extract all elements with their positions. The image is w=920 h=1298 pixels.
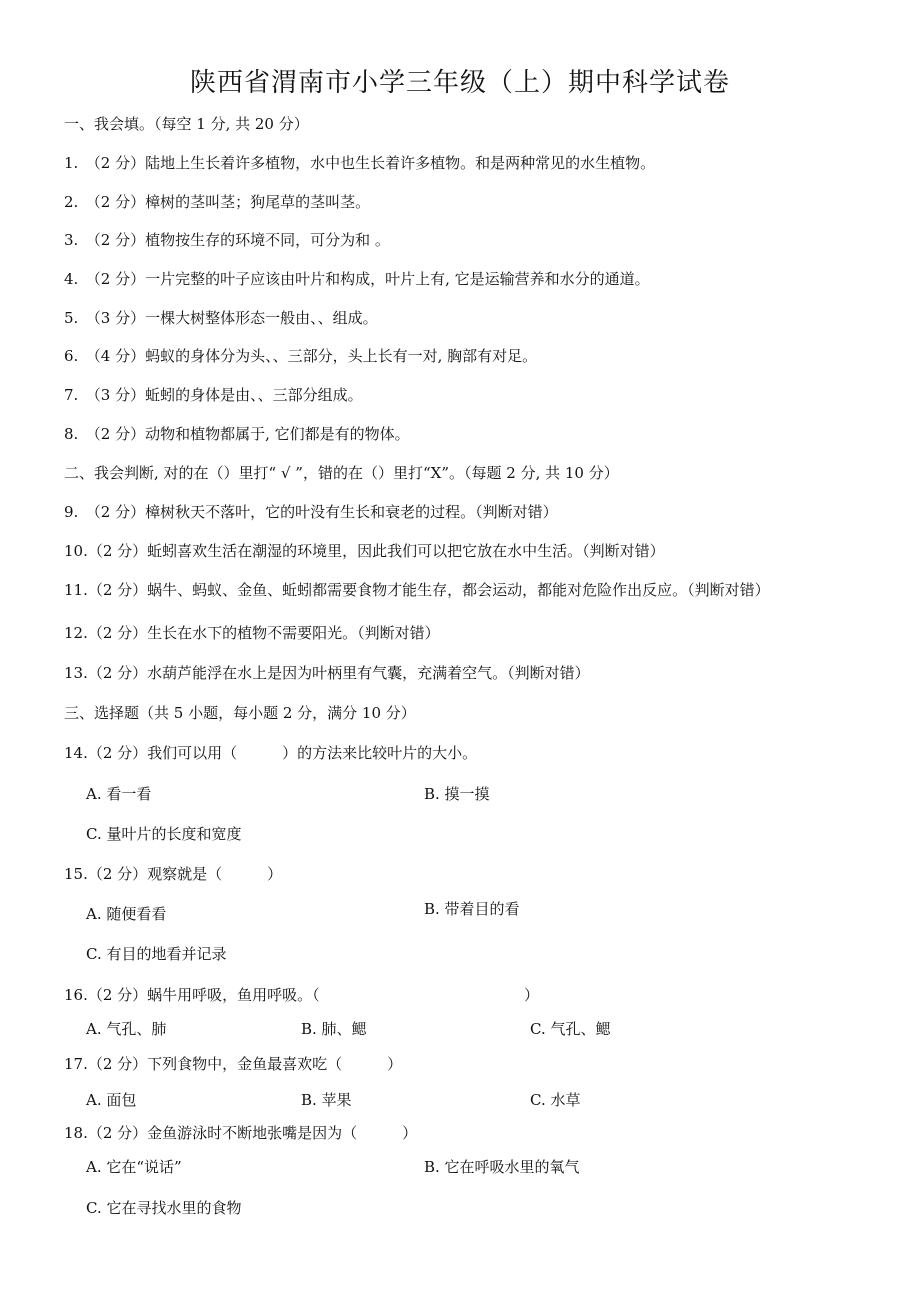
- question-13: 13.（2 分）水葫芦能浮在水上是因为叶柄里有气囊，充满着空气。（判断对错）: [64, 664, 590, 682]
- question-17-stem: 17.（2 分）下列食物中，金鱼最喜欢吃（ ）: [64, 1055, 403, 1073]
- section1-heading: 一、我会填。（每空 1 分, 共 20 分）: [64, 115, 309, 133]
- question-18-option-a[interactable]: A. 它在“说话”: [86, 1158, 182, 1176]
- question-15-option-c[interactable]: C. 有目的地看并记录: [86, 945, 227, 963]
- question-2: 2. （2 分）樟树的茎叫茎；狗尾草的茎叫茎。: [64, 193, 371, 211]
- question-17-option-b[interactable]: B. 苹果: [301, 1091, 352, 1109]
- question-15-stem: 15.（2 分）观察就是（ ）: [64, 865, 283, 883]
- question-7: 7. （3 分）蚯蚓的身体是由、、三部分组成。: [64, 386, 363, 404]
- question-8: 8. （2 分）动物和植物都属于, 它们都是有的物体。: [64, 425, 410, 443]
- section3-heading: 三、选择题（共 5 小题，每小题 2 分，满分 10 分）: [64, 704, 416, 722]
- question-14-stem: 14.（2 分）我们可以用（ ）的方法来比较叶片的大小。: [64, 744, 478, 762]
- question-14-option-c[interactable]: C. 量叶片的长度和宽度: [86, 825, 242, 843]
- question-3: 3. （2 分）植物按生存的环境不同，可分为和 。: [64, 231, 390, 249]
- question-15-option-a[interactable]: A. 随便看看: [86, 905, 167, 923]
- question-16-stem: 16.（2 分）蜗牛用呼吸，鱼用呼吸。（: [64, 986, 320, 1004]
- question-16-option-b[interactable]: B. 肺、鳃: [301, 1020, 367, 1038]
- question-11: 11.（2 分）蜗牛、蚂蚁、金鱼、蚯蚓都需要食物才能生存，都会运动，都能对危险作出反应。（判断对错）: [64, 581, 770, 599]
- question-18-option-c[interactable]: C. 它在寻找水里的食物: [86, 1199, 242, 1217]
- question-17-option-c[interactable]: C. 水草: [530, 1091, 581, 1109]
- question-1: 1. （2 分）陆地上生长着许多植物，水中也生长着许多植物。和是两种常见的水生植物。: [64, 154, 656, 172]
- question-16-option-c[interactable]: C. 气孔、鳃: [530, 1020, 611, 1038]
- question-5: 5. （3 分）一棵大树整体形态一般由、、组成。: [64, 309, 378, 327]
- page-title: 陕西省渭南市小学三年级（上）期中科学试卷: [189, 68, 730, 98]
- question-6: 6. （4 分）蚂蚁的身体分为头、、三部分，头上长有一对, 胸部有对足。: [64, 347, 538, 365]
- question-17-option-a[interactable]: A. 面包: [86, 1091, 137, 1109]
- question-10: 10.（2 分）蚯蚓喜欢生活在潮湿的环境里，因此我们可以把它放在水中生活。（判断对错）: [64, 542, 665, 560]
- question-4: 4. （2 分）一片完整的叶子应该由叶片和构成，叶片上有, 它是运输营养和水分的通道。: [64, 270, 650, 288]
- question-12: 12.（2 分）生长在水下的植物不需要阳光。（判断对错）: [64, 624, 440, 642]
- question-14-option-b[interactable]: B. 摸一摸: [424, 785, 490, 803]
- section2-heading: 二、我会判断, 对的在（）里打“ √ ”，错的在（）里打“X”。（每题 2 分, 共 10 分）: [64, 464, 619, 482]
- question-18-stem: 18.（2 分）金鱼游泳时不断地张嘴是因为（ ）: [64, 1124, 418, 1142]
- question-16-close-paren: ）: [524, 986, 540, 1004]
- question-15-option-b[interactable]: B. 带着目的看: [424, 900, 520, 918]
- question-14-option-a[interactable]: A. 看一看: [86, 785, 152, 803]
- question-9: 9. （2 分）樟树秋天不落叶，它的叶没有生长和衰老的过程。（判断对错）: [64, 503, 558, 521]
- question-18-option-b[interactable]: B. 它在呼吸水里的氧气: [424, 1158, 580, 1176]
- question-16-option-a[interactable]: A. 气孔、肺: [86, 1020, 167, 1038]
